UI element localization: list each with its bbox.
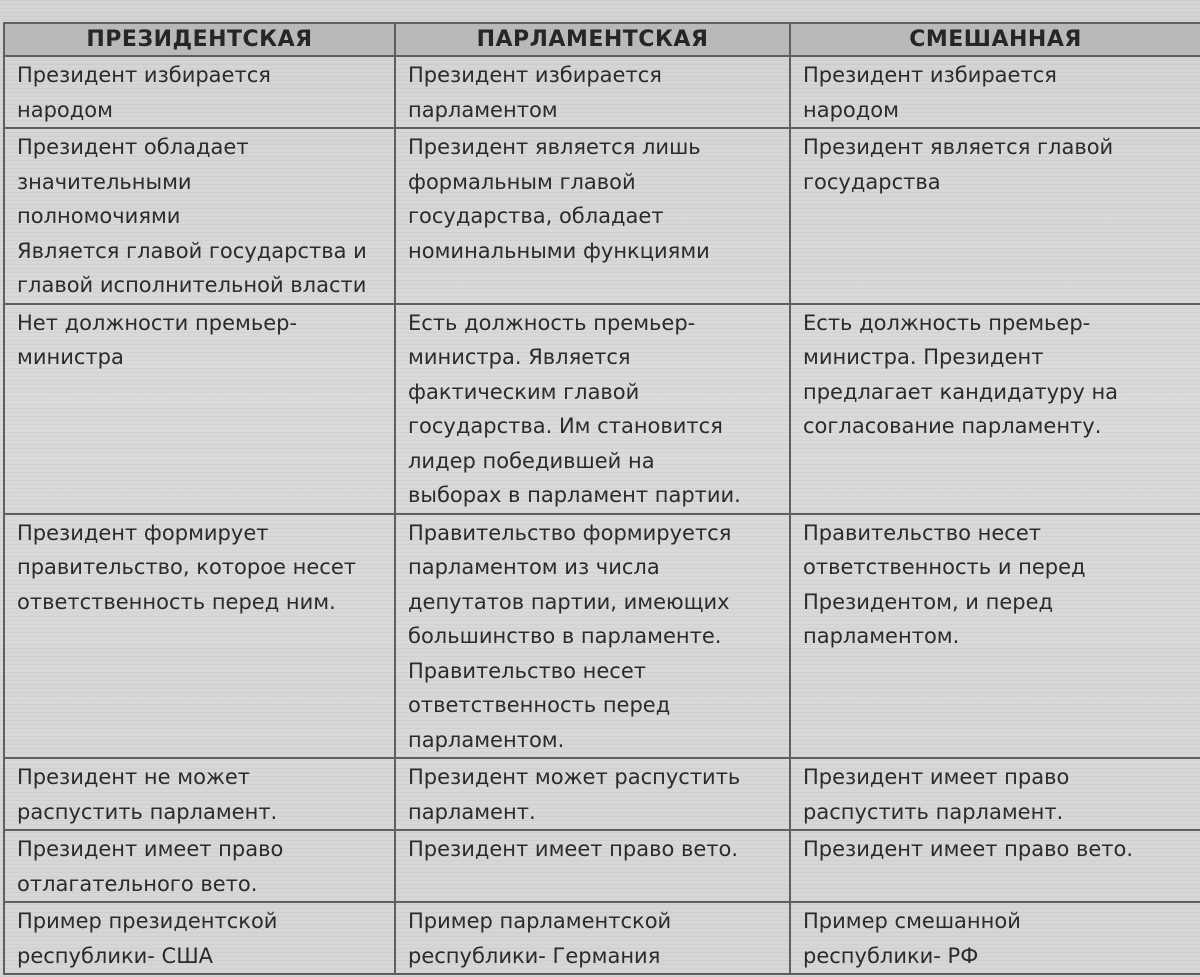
cell-parliamentary <box>395 902 790 974</box>
cell-text: Правительство несет ответственность и перед Президентом, и перед парламентом. <box>803 520 1086 648</box>
cell-text: Нет должности премьер- министра <box>17 310 298 369</box>
cell-parliamentary <box>395 304 790 514</box>
cell-text: Президент является главой государства <box>803 135 1114 194</box>
table-row <box>4 56 1200 128</box>
cell-presidential <box>4 514 395 759</box>
table-row <box>4 758 1200 830</box>
cell-presidential <box>4 128 395 304</box>
cell-text: Президент избирается народом <box>803 63 1057 122</box>
cell-mixed <box>790 902 1200 974</box>
cell-text: Президент не может распустить парламент. <box>17 765 278 824</box>
cell-text: Есть должность премьер- министра. Является фактическим главой государства. Им становится лидер победившей на выборах в парламент партии. <box>408 310 741 507</box>
cell-text: Президент имеет право распустить парламент. <box>803 765 1070 824</box>
table-row <box>4 514 1200 759</box>
cell-mixed <box>790 830 1200 902</box>
cell-text: Правительство формируется парламентом из числа депутатов партии, имеющих большинство в парламенте. Правительство несет ответственность перед парламентом. <box>408 520 732 752</box>
cell-mixed <box>790 758 1200 830</box>
cell-text: Президент имеет право отлагательного вето. <box>17 837 284 896</box>
cell-mixed <box>790 514 1200 759</box>
cell-parliamentary <box>395 56 790 128</box>
cell-presidential <box>4 902 395 974</box>
cell-text: Президент формирует правительство, которое несет ответственность перед ним. <box>17 520 356 614</box>
cell-text: Президент является лишь формальным главой государства, обладает номинальными функциями <box>408 135 710 263</box>
cell-text: Пример президентской республики- США <box>17 909 278 968</box>
cell-presidential <box>4 304 395 514</box>
cell-text: Президент избирается парламентом <box>408 63 662 122</box>
cell-text: Пример парламентской республики- Германия <box>408 909 672 968</box>
table-row <box>4 902 1200 974</box>
header-presidential: ПРЕЗИДЕНТСКАЯ <box>4 23 395 56</box>
cell-parliamentary <box>395 758 790 830</box>
header-row <box>4 23 1200 56</box>
table-row <box>4 304 1200 514</box>
table-row <box>4 128 1200 304</box>
header-parliamentary: ПАРЛАМЕНТСКАЯ <box>395 23 790 56</box>
table-row <box>4 830 1200 902</box>
cell-text: Есть должность премьер- министра. Президент предлагает кандидатуру на согласование парламенту. <box>803 310 1119 438</box>
cell-parliamentary <box>395 128 790 304</box>
cell-text: Пример смешанной республики- РФ <box>803 909 1021 968</box>
comparison-table-sheet <box>3 22 1200 968</box>
cell-parliamentary <box>395 514 790 759</box>
cell-mixed <box>790 128 1200 304</box>
cell-text: Президент может распустить парламент. <box>408 765 741 824</box>
cell-mixed <box>790 304 1200 514</box>
cell-presidential <box>4 830 395 902</box>
cell-mixed <box>790 56 1200 128</box>
cell-presidential <box>4 56 395 128</box>
cell-text: Президент имеет право вето. <box>408 837 739 861</box>
cell-presidential <box>4 758 395 830</box>
cell-parliamentary <box>395 830 790 902</box>
cell-text: Президент имеет право вето. <box>803 837 1134 861</box>
cell-text: Президент избирается народом <box>17 63 271 122</box>
republic-types-table <box>3 22 1200 975</box>
header-mixed: СМЕШАННАЯ <box>790 23 1200 56</box>
cell-text: Президент обладает значительными полномочиями Является главой государства и главой исполнительной власти <box>17 135 367 297</box>
